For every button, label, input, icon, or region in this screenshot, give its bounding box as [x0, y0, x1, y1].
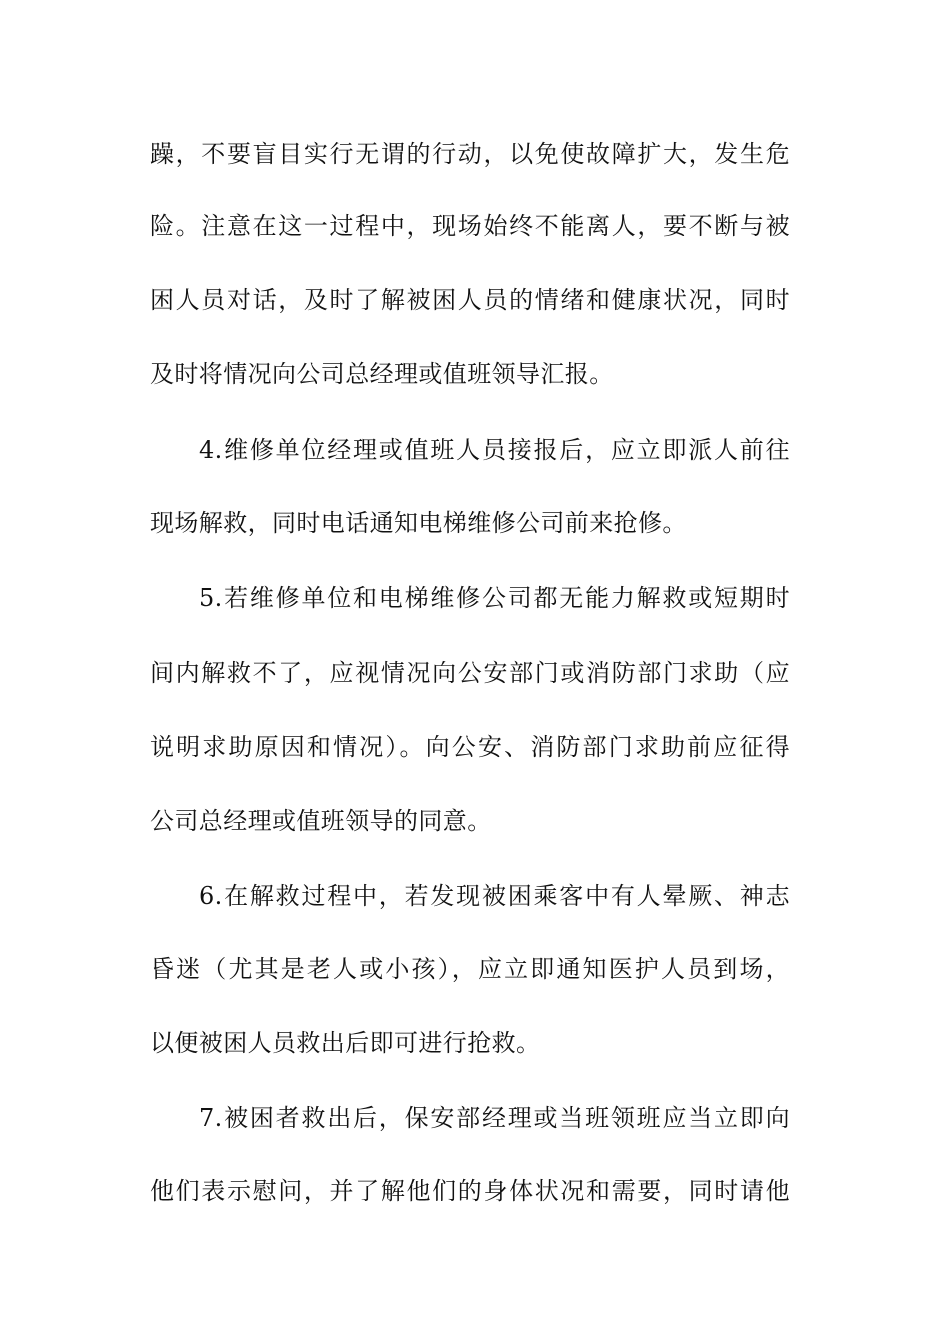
paragraph-4-line-2: 现场解救，同时电话通知电梯维修公司前来抢修。	[150, 509, 687, 537]
paragraph-6-line-2: 昏迷（尤其是老人或小孩），应立即通知医护人员到场，	[150, 955, 790, 983]
text-line-1: 躁，不要盲目实行无谓的行动，以免使故障扩大，发生危	[150, 140, 790, 168]
paragraph-5-line-3: 说明求助原因和情况）。向公安、消防部门求助前应征得	[150, 733, 790, 761]
text-line-3: 困人员对话，及时了解被困人员的情绪和健康状况，同时	[150, 286, 790, 314]
paragraph-6-line-3: 以便被困人员救出后即可进行抢救。	[150, 1029, 541, 1057]
text-line-4: 及时将情况向公司总经理或值班领导汇报。	[150, 360, 614, 388]
paragraph-7-line-2: 他们表示慰问，并了解他们的身体状况和需要，同时请他	[150, 1177, 790, 1205]
paragraph-7-line-1: 7.被困者救出后，保安部经理或当班领班应当立即向	[199, 1104, 790, 1132]
paragraph-6-line-1: 6.在解救过程中，若发现被困乘客中有人晕厥、神志	[199, 882, 790, 910]
text-line-2: 险。注意在这一过程中，现场始终不能离人，要不断与被	[150, 212, 790, 240]
paragraph-5-line-1: 5.若维修单位和电梯维修公司都无能力解救或短期时	[199, 584, 790, 612]
paragraph-4-line-1: 4.维修单位经理或值班人员接报后，应立即派人前往	[199, 436, 790, 464]
paragraph-5-line-2: 间内解救不了，应视情况向公安部门或消防部门求助（应	[150, 659, 790, 687]
paragraph-5-line-4: 公司总经理或值班领导的同意。	[150, 807, 492, 835]
